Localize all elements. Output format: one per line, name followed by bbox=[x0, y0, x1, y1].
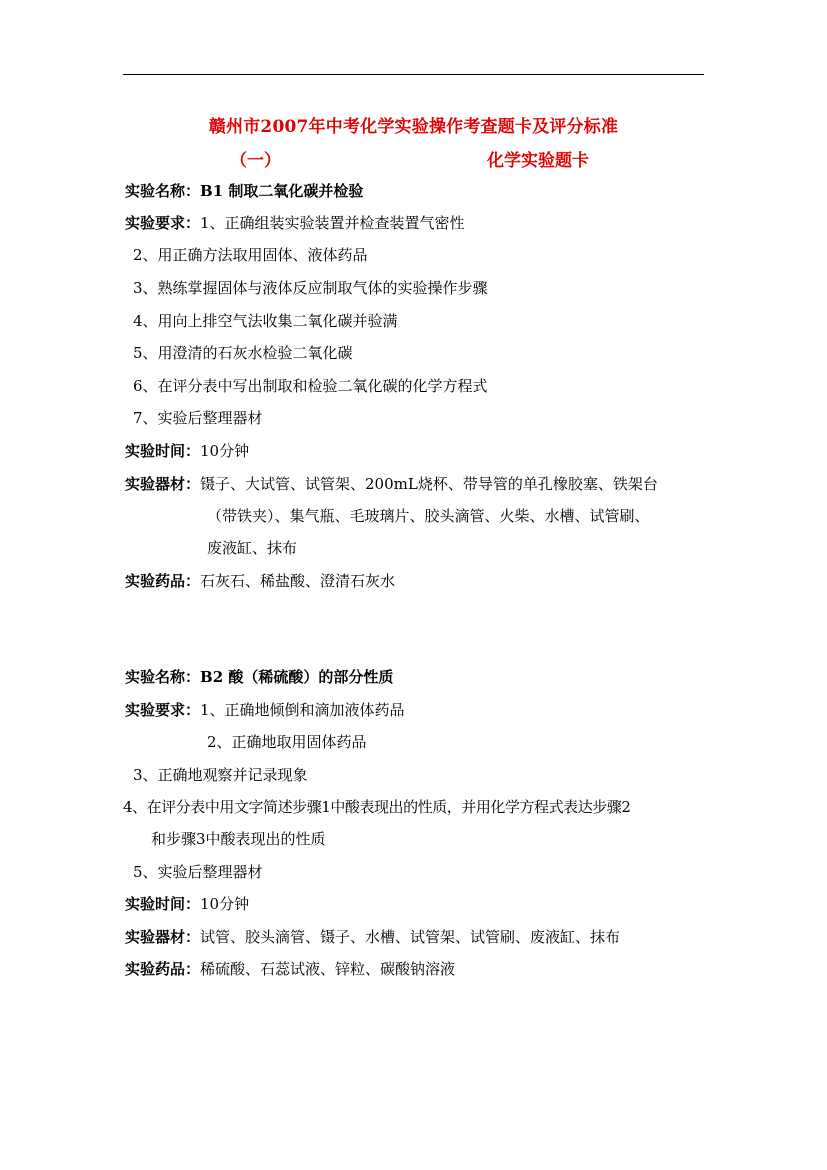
requirement-item: 5、用澄清的石灰水检验二氧化碳 bbox=[133, 344, 353, 362]
equipment-line: 试管、胶头滴管、镊子、水槽、试管架、试管刷、废液缸、抹布 bbox=[200, 928, 621, 946]
reagents-row bbox=[125, 571, 395, 591]
equipment-label: 实验器材： bbox=[125, 928, 201, 946]
requirement-item: 4、用向上排空气法收集二氧化碳并验满 bbox=[133, 312, 398, 330]
requirement-item: 5、实验后整理器材 bbox=[133, 863, 263, 881]
requirements-label: 实验要求： bbox=[125, 701, 201, 719]
experiment-name: B2 酸（稀硫酸）的部分性质 bbox=[200, 668, 394, 686]
time-label: 实验时间： bbox=[125, 442, 201, 460]
time-row bbox=[125, 441, 249, 461]
time-value: 10分钟 bbox=[200, 895, 250, 913]
equipment-row bbox=[125, 927, 620, 947]
reagents-value: 石灰石、稀盐酸、澄清石灰水 bbox=[200, 572, 396, 590]
requirements-row bbox=[125, 700, 405, 720]
reagents-row bbox=[125, 959, 455, 979]
requirement-item: 2、正确地取用固体药品 bbox=[207, 733, 367, 751]
experiment-name-row bbox=[125, 667, 393, 687]
equipment-line: 镊子、大试管、试管架、200mL烧杯、带导管的单孔橡胶塞、铁架台 bbox=[200, 475, 658, 493]
document-subtitle-card: 化学实验题卡 bbox=[487, 151, 589, 171]
requirement-item: 7、实验后整理器材 bbox=[133, 409, 263, 427]
requirement-item: 6、在评分表中写出制取和检验二氧化碳的化学方程式 bbox=[133, 377, 488, 395]
requirement-item: 3、熟练掌握固体与液体反应制取气体的实验操作步骤 bbox=[133, 279, 488, 297]
time-value: 10分钟 bbox=[200, 442, 250, 460]
requirement-item-continued: 和步骤3中酸表现出的性质 bbox=[151, 830, 326, 848]
name-label: 实验名称： bbox=[125, 182, 201, 200]
reagents-label: 实验药品： bbox=[125, 572, 201, 590]
equipment-line: （带铁夹）、集气瓶、毛玻璃片、胶头滴管、火柴、水槽、试管刷、 bbox=[207, 507, 650, 525]
name-label: 实验名称： bbox=[125, 668, 201, 686]
time-row bbox=[125, 894, 249, 914]
reagents-label: 实验药品： bbox=[125, 960, 201, 978]
equipment-label: 实验器材： bbox=[125, 475, 201, 493]
document-subtitle-number: （一） bbox=[230, 151, 281, 171]
requirement-item: 4、在评分表中用文字简述步骤1中酸表现出的性质，并用化学方程式表达步骤2 bbox=[123, 798, 631, 816]
reagents-value: 稀硫酸、石蕊试液、锌粒、碳酸钠溶液 bbox=[200, 960, 456, 978]
header-rule bbox=[123, 74, 704, 75]
requirement-item: 3、正确地观察并记录现象 bbox=[133, 766, 308, 784]
requirement-item: 2、用正确方法取用固体、液体药品 bbox=[133, 246, 368, 264]
document-title: 赣州市2007年中考化学实验操作考查题卡及评分标准 bbox=[208, 117, 619, 137]
requirement-item: 1、正确组装实验装置并检查装置气密性 bbox=[200, 214, 465, 232]
requirement-item: 1、正确地倾倒和滴加液体药品 bbox=[200, 701, 405, 719]
equipment-line: 废液缸、抹布 bbox=[207, 539, 298, 557]
requirements-row bbox=[125, 213, 465, 233]
equipment-row bbox=[125, 474, 658, 494]
experiment-name: B1 制取二氧化碳并检验 bbox=[200, 182, 364, 200]
requirements-label: 实验要求： bbox=[125, 214, 201, 232]
experiment-name-row bbox=[125, 181, 363, 201]
time-label: 实验时间： bbox=[125, 895, 201, 913]
